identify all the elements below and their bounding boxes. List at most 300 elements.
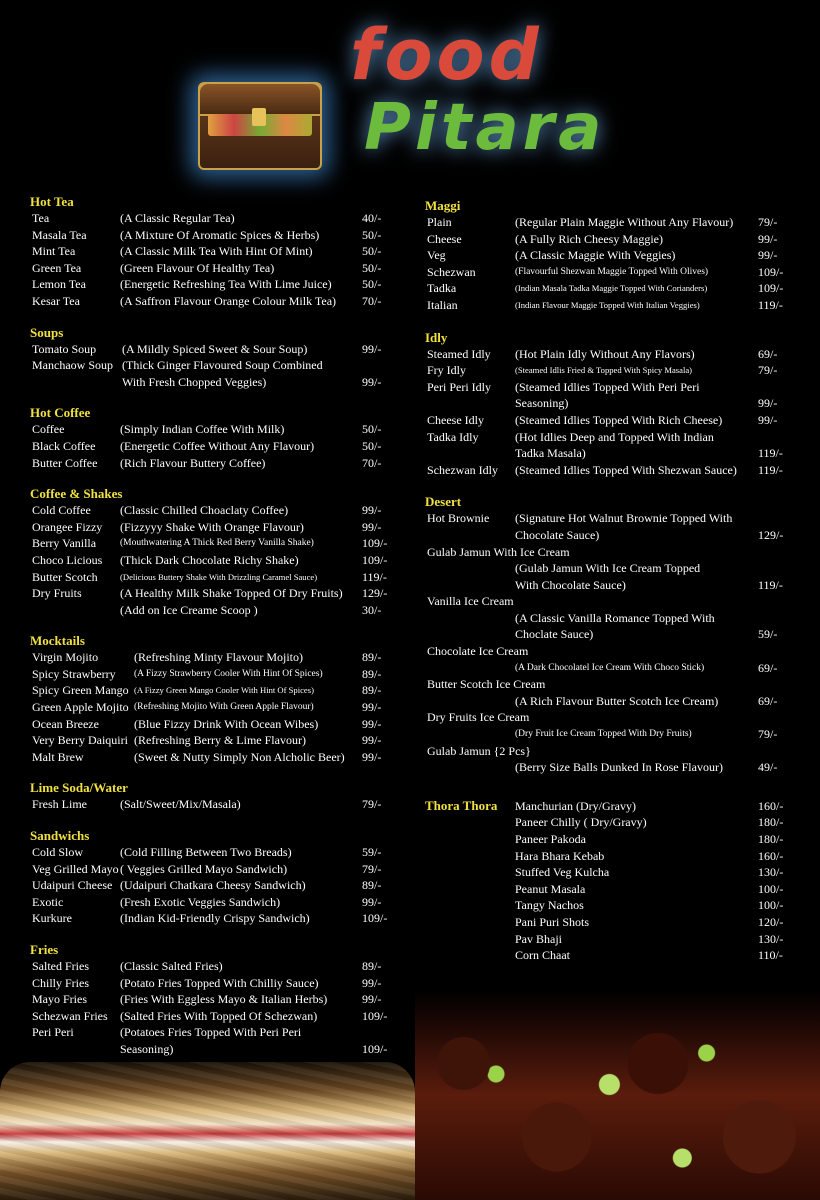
item-description: (Potato Fries Topped With Chilliy Sauce): [120, 975, 319, 990]
menu-item: [425, 709, 795, 726]
item-description: (Indian Flavour Maggie Topped With Italian Veggies): [515, 299, 700, 310]
menu-item: [425, 544, 795, 561]
menu-item: [425, 660, 795, 677]
menu-item: [425, 395, 795, 412]
item-description: (A Fizzy Strawberry Cooler With Hint Of Spices): [134, 668, 323, 679]
menu-item: [425, 814, 795, 831]
menu-section-coffee-shakes: [30, 486, 400, 618]
section-title: Sandwichs: [30, 828, 90, 844]
menu-right-column: [425, 190, 795, 964]
section-title: Fries: [30, 942, 59, 957]
item-price: 119/-: [362, 569, 387, 584]
section-title: Mocktails: [30, 633, 85, 649]
item-price: 49/-: [758, 760, 778, 775]
item-description: (Add on Ice Creame Scoop ): [120, 602, 258, 617]
menu-item: [30, 910, 400, 927]
item-price: 40/-: [362, 211, 382, 225]
item-name: Spicy Strawberry: [32, 666, 116, 681]
item-name: Lemon Tea: [32, 277, 86, 292]
item-price: 99/-: [758, 396, 778, 411]
item-price: 180/-: [758, 815, 784, 830]
menu-item: [30, 519, 400, 536]
menu-item: [30, 894, 400, 911]
item-description: Seasoning): [120, 1041, 174, 1056]
menu-item: [425, 379, 795, 396]
item-name: Pav Bhaji: [515, 931, 562, 946]
item-price: 70/-: [362, 293, 382, 308]
logo-text: [340, 14, 630, 190]
item-description: (Steamed Idlies Topped With Peri Peri: [515, 379, 700, 394]
item-name: Kurkure: [32, 911, 72, 926]
menu-section-fries: [30, 942, 400, 1058]
item-description: (Simply Indian Coffee With Milk): [120, 422, 285, 437]
item-description: (A Mildly Spiced Sweet & Sour Soup): [122, 341, 308, 356]
item-price: 30/-: [362, 602, 382, 617]
section-title: Thora Thora: [425, 797, 498, 813]
item-price: 50/-: [362, 277, 382, 292]
item-description: (A Rich Flavour Butter Scotch Ice Cream): [515, 693, 719, 708]
item-name: Udaipuri Cheese: [32, 878, 113, 893]
item-price: 50/-: [362, 422, 382, 437]
item-price: 99/-: [362, 374, 382, 389]
menu-item: [425, 247, 795, 264]
menu-section-sandwichs: [30, 828, 400, 927]
item-name: Very Berry Daiquiri: [32, 733, 128, 748]
item-price: 89/-: [362, 683, 382, 698]
item-name: Cold Coffee: [32, 503, 91, 518]
item-description: (A Healthy Milk Shake Topped Of Dry Fruits): [120, 586, 343, 601]
item-description: (Mouthwatering A Thick Red Berry Vanilla Shake): [120, 538, 314, 549]
menu-item: [30, 749, 400, 766]
item-name: Paneer Chilly ( Dry/Gravy): [515, 815, 647, 830]
item-name: Fresh Lime: [32, 797, 87, 812]
item-name: Veg: [427, 248, 446, 263]
item-price: 69/-: [758, 660, 778, 675]
item-price: 99/-: [362, 700, 382, 715]
item-price: 119/-: [758, 462, 783, 477]
item-price: 89/-: [362, 959, 382, 973]
item-description: With Fresh Chopped Veggies): [122, 374, 267, 389]
item-name: Schezwan Idly: [427, 462, 498, 477]
section-title: Maggi: [425, 198, 461, 213]
item-price: 89/-: [362, 666, 382, 681]
item-description: (Classic Chilled Choaclaty Coffee): [120, 503, 289, 518]
item-description: Seasoning): [515, 396, 569, 411]
item-description: (Fries With Eggless Mayo & Italian Herbs): [120, 992, 328, 1007]
item-name: Italian: [427, 297, 458, 312]
item-description: Chocolate Sauce): [515, 527, 600, 542]
item-name: Kesar Tea: [32, 293, 80, 308]
item-description: (Cold Filling Between Two Breads): [120, 845, 292, 860]
item-description: (A Classic Regular Tea): [120, 211, 235, 225]
item-name: Black Coffee: [32, 438, 96, 453]
item-name: Masala Tea: [32, 227, 87, 242]
menu-item: [425, 798, 795, 815]
item-price: 180/-: [758, 832, 784, 846]
item-price: 160/-: [758, 848, 784, 863]
item-description: (Thick Dark Chocolate Richy Shake): [120, 552, 299, 567]
item-description: (Flavourful Shezwan Maggie Topped With Olives): [515, 266, 709, 277]
menu-section-soups: [30, 325, 400, 391]
menu-item: [30, 455, 400, 472]
item-description: (A Fizzy Green Mango Cooler With Hint Of Spices): [134, 685, 314, 696]
item-price: 59/-: [362, 845, 382, 860]
item-description: (Steamed Idlis Fried & Topped With Spicy Masala): [515, 365, 693, 376]
item-name: Ocean Breeze: [32, 716, 99, 731]
menu-item: [30, 602, 400, 619]
menu-item: [30, 991, 400, 1008]
item-price: 110/-: [758, 948, 783, 963]
item-price: 109/-: [362, 552, 388, 567]
menu-item: [425, 831, 795, 848]
item-description: (Salt/Sweet/Mix/Masala): [120, 797, 241, 812]
item-name: Mayo Fries: [32, 992, 87, 1007]
menu-item: [425, 362, 795, 379]
menu-item: [425, 280, 795, 297]
item-description: (Refreshing Mojito With Green Apple Flavour): [134, 702, 314, 713]
menu-item: [30, 716, 400, 733]
menu-item: [30, 844, 400, 861]
menu-section-mocktails: [30, 633, 400, 765]
menu-item: [30, 293, 400, 310]
menu-item: [30, 421, 400, 438]
menu-section-thora-thora: [425, 798, 795, 964]
item-name: Vanilla Ice Cream: [427, 594, 514, 609]
menu-item: [30, 357, 400, 374]
item-description: (Berry Size Balls Dunked In Rose Flavour): [515, 760, 723, 775]
item-name: Schezwan Fries: [32, 1008, 108, 1023]
logo: [190, 14, 630, 190]
menu-item: [30, 699, 400, 716]
menu-item: [30, 276, 400, 293]
item-price: 79/-: [362, 861, 382, 876]
treasure-chest-icon: [198, 82, 322, 170]
item-price: 109/-: [758, 281, 784, 296]
item-description: (Salted Fries With Topped Of Schezwan): [120, 1008, 318, 1023]
item-price: 89/-: [362, 878, 382, 893]
item-name: Butter Scotch Ice Cream: [427, 677, 546, 692]
item-name: Peanut Masala: [515, 881, 586, 896]
item-price: 109/-: [362, 536, 388, 551]
item-price: 79/-: [362, 797, 382, 812]
item-name: Choco Licious: [32, 552, 103, 567]
item-price: 99/-: [758, 412, 778, 427]
item-name: Tangy Nachos: [515, 898, 584, 913]
item-name: Peri Peri: [32, 1025, 74, 1040]
item-description: (A Classic Vanilla Romance Topped With: [515, 610, 715, 625]
menu-item: [30, 975, 400, 992]
menu-item: [425, 643, 795, 660]
menu-item: [425, 445, 795, 462]
item-name: Manchurian (Dry/Gravy): [515, 798, 636, 813]
item-name: Cold Slow: [32, 845, 84, 860]
item-name: Schezwan: [427, 264, 476, 279]
menu-item: [30, 535, 400, 552]
item-name: Plain: [427, 215, 452, 229]
menu-item: [425, 864, 795, 881]
item-name: Chilly Fries: [32, 975, 90, 990]
item-description: (Classic Salted Fries): [120, 959, 223, 973]
item-price: 99/-: [362, 975, 382, 990]
item-description: (Sweet & Nutty Simply Non Alcholic Beer): [134, 749, 345, 764]
manchurian-photo: [415, 990, 820, 1200]
item-name: Gulab Jamun {2 Pcs}: [427, 743, 531, 758]
item-name: Tadka: [427, 281, 457, 296]
menu-item: [425, 676, 795, 693]
item-price: 130/-: [758, 865, 784, 880]
menu-section-lime-soda: [30, 780, 400, 813]
menu-section-desert: [425, 494, 795, 776]
item-description: (Delicious Buttery Shake With Drizzling Caramel Sauce): [120, 571, 318, 582]
item-price: 119/-: [758, 297, 783, 312]
item-description: (Energetic Refreshing Tea With Lime Juice): [120, 277, 332, 292]
menu-item: [425, 527, 795, 544]
item-name: Dry Fruits: [32, 586, 82, 601]
item-price: 50/-: [362, 244, 382, 259]
item-name: Tomato Soup: [32, 341, 97, 356]
menu-item: [425, 593, 795, 610]
item-description: (Hot Idlies Deep and Topped With Indian: [515, 429, 714, 444]
menu-item: [425, 931, 795, 948]
menu-item: [425, 510, 795, 527]
item-price: 130/-: [758, 931, 784, 946]
item-description: (Udaipuri Chatkara Cheesy Sandwich): [120, 878, 306, 893]
item-price: 99/-: [362, 992, 382, 1007]
menu-item: [30, 210, 400, 227]
menu-section-hot-tea: [30, 194, 400, 310]
menu-section-hot-coffee: [30, 405, 400, 471]
item-name: Coffee: [32, 422, 65, 437]
section-title: Soups: [30, 324, 64, 340]
item-price: 79/-: [758, 215, 778, 229]
menu-item: [30, 341, 400, 358]
item-name: Berry Vanilla: [32, 536, 97, 551]
item-description: (Rich Flavour Buttery Coffee): [120, 455, 266, 470]
item-name: Tea: [32, 211, 50, 225]
menu-item: [30, 1008, 400, 1025]
item-price: 70/-: [362, 455, 382, 470]
menu-section-maggi: [425, 198, 795, 314]
menu-item: [425, 577, 795, 594]
sandwich-photo: [0, 1062, 415, 1200]
menu-item: [30, 649, 400, 666]
menu-item: [30, 666, 400, 683]
menu-item: [30, 732, 400, 749]
item-price: 69/-: [758, 346, 778, 361]
item-description: (Refreshing Berry & Lime Flavour): [134, 733, 306, 748]
item-name: Tadka Idly: [427, 429, 479, 444]
item-description: (Energetic Coffee Without Any Flavour): [120, 438, 315, 453]
item-name: Green Tea: [32, 260, 82, 275]
item-description: (Steamed Idlies Topped With Shezwan Sauce): [515, 462, 737, 477]
item-description: (Potatoes Fries Topped With Peri Peri: [120, 1025, 302, 1040]
item-description: (A Mixture Of Aromatic Spices & Herbs): [120, 227, 320, 242]
menu-item: [425, 264, 795, 281]
item-name: Hot Brownie: [427, 511, 490, 526]
item-price: 99/-: [758, 248, 778, 263]
item-description: (Hot Plain Idly Without Any Flavors): [515, 346, 695, 361]
item-price: 50/-: [362, 260, 382, 275]
menu-item: [425, 693, 795, 710]
item-description: ( Veggies Grilled Mayo Sandwich): [120, 861, 288, 876]
item-name: Cheese Idly: [427, 412, 484, 427]
menu-item: [425, 626, 795, 643]
menu-item: [30, 958, 400, 975]
item-name: Butter Scotch: [32, 569, 98, 584]
menu-item: [30, 1041, 400, 1058]
item-price: 50/-: [362, 227, 382, 242]
item-description: (Fizzyyy Shake With Orange Flavour): [120, 519, 304, 534]
menu-item: [425, 346, 795, 363]
menu-item: [30, 552, 400, 569]
menu-item: [425, 947, 795, 964]
section-title: Lime Soda/Water: [30, 780, 128, 796]
item-price: 129/-: [758, 527, 784, 542]
menu-item: [30, 861, 400, 878]
menu-item: [30, 260, 400, 277]
menu-item: [30, 438, 400, 455]
item-description: (A Classic Milk Tea With Hint Of Mint): [120, 244, 313, 259]
item-name: Steamed Idly: [427, 346, 491, 361]
menu-section-idly: [425, 330, 795, 479]
menu-item: [425, 759, 795, 776]
item-price: 119/-: [758, 446, 783, 461]
item-price: 99/-: [362, 503, 382, 518]
item-name: Salted Fries: [32, 959, 89, 973]
section-title: Hot Coffee: [30, 405, 91, 421]
item-name: Cheese: [427, 231, 462, 246]
item-description: Choclate Sauce): [515, 627, 594, 642]
section-title: Idly: [425, 329, 448, 345]
item-name: Paneer Pakoda: [515, 832, 586, 846]
menu-item: [30, 796, 400, 813]
item-price: 100/-: [758, 898, 784, 913]
item-price: 109/-: [362, 911, 388, 926]
item-name: Manchaow Soup: [32, 358, 113, 373]
item-description: (Dry Fruit Ice Cream Topped With Dry Fruits): [515, 729, 692, 740]
item-description: (Regular Plain Maggie Without Any Flavour): [515, 215, 734, 229]
item-price: 99/-: [362, 519, 382, 534]
section-title: Desert: [425, 494, 462, 510]
item-description: (Blue Fizzy Drink With Ocean Wibes): [134, 716, 319, 731]
menu-item: [30, 374, 400, 391]
item-price: 99/-: [758, 231, 778, 246]
menu-item: [425, 429, 795, 446]
menu-item: [425, 848, 795, 865]
menu-item: [30, 569, 400, 586]
item-name: Corn Chaat: [515, 948, 570, 963]
menu-item: [30, 877, 400, 894]
menu-item: [30, 243, 400, 260]
menu-item: [425, 214, 795, 231]
item-price: 99/-: [362, 733, 382, 748]
menu-item: [425, 726, 795, 743]
menu-item: [425, 560, 795, 577]
item-description: (Thick Ginger Flavoured Soup Combined: [122, 358, 323, 373]
item-description: Tadka Masala): [515, 446, 586, 461]
item-name: Chocolate Ice Cream: [427, 644, 529, 659]
menu-item: [425, 412, 795, 429]
menu-item: [425, 881, 795, 898]
item-name: Spicy Green Mango: [32, 683, 129, 698]
item-price: 89/-: [362, 650, 382, 665]
item-description: (Fresh Exotic Veggies Sandwich): [120, 894, 281, 909]
item-name: Gulab Jamun With Ice Cream: [427, 544, 570, 559]
menu-item: [30, 1024, 400, 1041]
item-price: 59/-: [758, 627, 778, 642]
item-name: Fry Idly: [427, 363, 466, 378]
menu-item: [30, 502, 400, 519]
menu-item: [425, 743, 795, 760]
menu-item: [425, 231, 795, 248]
item-price: 109/-: [362, 1041, 388, 1056]
menu-item: [425, 297, 795, 314]
item-price: 79/-: [758, 363, 778, 378]
item-description: (Green Flavour Of Healthy Tea): [120, 260, 275, 275]
item-price: 109/-: [362, 1008, 388, 1023]
item-description: (Indian Kid-Friendly Crispy Sandwich): [120, 911, 310, 926]
item-name: Stuffed Veg Kulcha: [515, 865, 610, 880]
item-name: Virgin Mojito: [32, 650, 99, 665]
item-price: 69/-: [758, 693, 778, 708]
menu-item: [30, 585, 400, 602]
item-description: (Signature Hot Walnut Brownie Topped With: [515, 511, 733, 526]
menu-item: [425, 610, 795, 627]
item-price: 99/-: [362, 716, 382, 731]
item-name: Butter Coffee: [32, 455, 98, 470]
item-name: Pani Puri Shots: [515, 914, 590, 929]
item-name: Dry Fruits Ice Cream: [427, 710, 530, 725]
item-price: 50/-: [362, 438, 382, 453]
item-price: 100/-: [758, 881, 784, 896]
item-description: (A Dark Chocolatel Ice Cream With Choco Stick): [515, 662, 705, 673]
menu-item: [30, 682, 400, 699]
menu-item: [425, 462, 795, 479]
section-title: Coffee & Shakes: [30, 486, 123, 502]
item-description: (A Fully Rich Cheesy Maggie): [515, 231, 663, 246]
item-price: 129/-: [362, 586, 388, 601]
menu-item: [30, 227, 400, 244]
section-title: Hot Tea: [30, 194, 74, 209]
logo-word-food: food: [350, 14, 543, 96]
item-name: Malt Brew: [32, 749, 84, 764]
item-name: Veg Grilled Mayo: [32, 861, 119, 876]
menu-item: [425, 914, 795, 931]
menu-item: [425, 897, 795, 914]
item-name: Exotic: [32, 894, 64, 909]
item-name: Mint Tea: [32, 244, 76, 259]
item-price: 99/-: [362, 749, 382, 764]
item-price: 99/-: [362, 341, 382, 356]
item-description: (Indian Masala Tadka Maggie Topped With Corianders): [515, 283, 708, 294]
item-price: 119/-: [758, 577, 783, 592]
item-price: 120/-: [758, 914, 784, 929]
item-price: 160/-: [758, 798, 784, 813]
item-description: (Gulab Jamun With Ice Cream Topped: [515, 561, 701, 576]
item-price: 79/-: [758, 727, 778, 742]
item-description: (Steamed Idlies Topped With Rich Cheese): [515, 412, 723, 427]
item-description: (Refreshing Minty Flavour Mojito): [134, 650, 303, 665]
item-description: (A Saffron Flavour Orange Colour Milk Tea): [120, 293, 337, 308]
item-name: Peri Peri Idly: [427, 379, 491, 394]
item-price: 109/-: [758, 264, 784, 279]
logo-word-pitara: Pitara: [364, 91, 606, 165]
menu-left-column: [30, 190, 400, 1058]
item-description: (A Classic Maggie With Veggies): [515, 248, 676, 263]
item-price: 99/-: [362, 894, 382, 909]
item-name: Orangee Fizzy: [32, 519, 103, 534]
item-name: Green Apple Mojito: [32, 700, 129, 715]
